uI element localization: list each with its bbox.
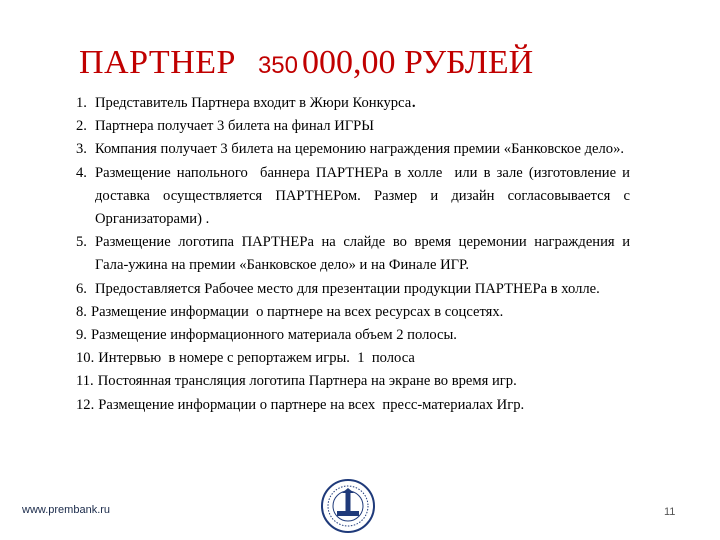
- page-number: 11: [664, 506, 676, 518]
- list-item-text: Интервью в номере с репортажем игры. 1 полоса: [98, 350, 415, 367]
- page-title: [79, 44, 533, 82]
- footer-website-link[interactable]: www.prembank.ru: [22, 504, 111, 516]
- list-item: [76, 324, 630, 347]
- list-item-number: 12.: [76, 396, 95, 413]
- list-item-text: Компания получает 3 билета на церемонию награждения премии «Банковское дело».: [95, 141, 625, 158]
- title-word: ПАРТНЕР: [79, 44, 236, 81]
- list-item: [76, 301, 630, 324]
- list-item-text: Размещение информации о партнере на всех ресурсах в соцсетях.: [90, 303, 504, 320]
- list-item: [76, 231, 630, 277]
- list-item-number: 11.: [76, 373, 94, 390]
- list-item-text: Представитель Партнера входит в Жюри Конкурса.: [95, 90, 417, 112]
- list-item: [76, 162, 634, 232]
- list-item: [76, 138, 630, 161]
- list-item: [76, 347, 630, 370]
- list-item-number: 10.: [76, 350, 95, 367]
- list-item-number: 8.: [76, 303, 87, 320]
- list-item-text: Предоставляется Рабочее место для презентации продукции ПАРТНЕРа в холле.: [95, 280, 600, 297]
- list-item-number: 4.: [76, 164, 87, 181]
- list-item-number: 2.: [76, 118, 87, 135]
- list-item: [76, 370, 630, 393]
- list-item-number: 9.: [76, 327, 87, 344]
- list-item: [76, 92, 630, 115]
- title-amount-prefix: 350: [257, 52, 298, 79]
- list-item-text: Размещение напольного баннера ПАРТНЕРа в холле или в зале (изготовление и доставка осуществляется ПАРТНЕРом. Размер и дизайн согласовывается с Организаторами) .: [95, 164, 634, 228]
- list-item-number: 1.: [76, 95, 87, 111]
- title-amount: 000,00 РУБЛЕЙ: [301, 44, 534, 81]
- list-item-text: Партнера получает 3 билета на финал ИГРЫ: [95, 118, 375, 135]
- list-item-text: Размещение логотипа ПАРТНЕРа на слайде во время церемонии награждения и Гала-ужина на премии «Банковское дело» и на Финале ИГР.: [95, 234, 630, 274]
- list-item-text: Размещение информации о партнере на всех пресс-материалах Игр.: [98, 396, 525, 413]
- list-item: [76, 394, 630, 417]
- bankovskoe-delo-emblem-icon: [320, 478, 376, 534]
- benefits-list: [76, 90, 634, 417]
- list-item-text: Постоянная трансляция логотипа Партнера на экране во время игр.: [97, 373, 517, 390]
- list-item-number: 6.: [76, 280, 87, 297]
- list-item-text: Размещение информационного материала объем 2 полосы.: [90, 327, 457, 344]
- list-item: [76, 278, 630, 301]
- list-item-number: 5.: [76, 234, 87, 251]
- list-item-number: 3.: [76, 141, 87, 158]
- list-item: [76, 115, 630, 138]
